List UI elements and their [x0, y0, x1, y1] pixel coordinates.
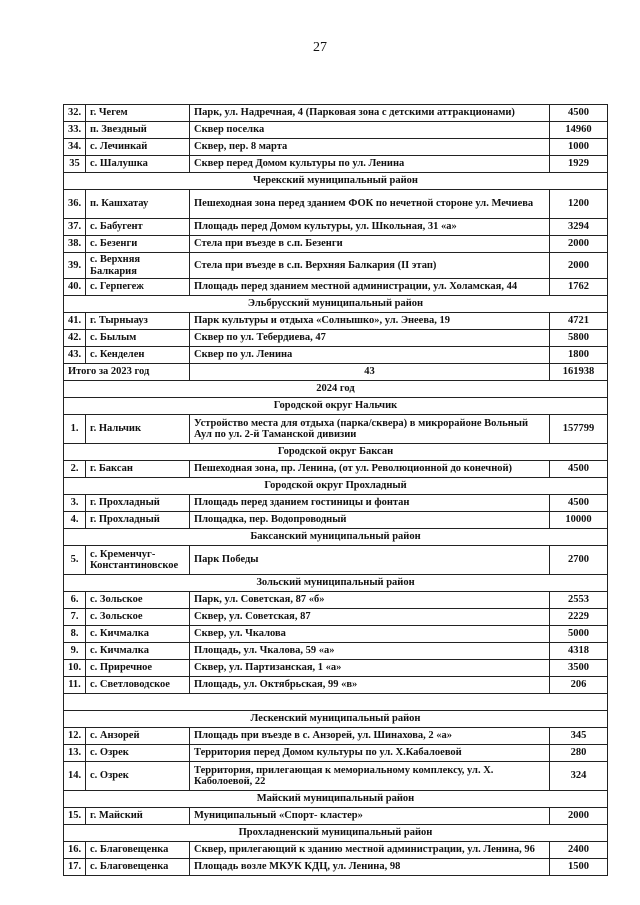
section-heading: Городской округ Баксан [64, 444, 608, 461]
settlement-cell: г. Чегем [86, 105, 190, 122]
table-row [64, 643, 608, 660]
table-row [64, 279, 608, 296]
area-cell: 3294 [550, 219, 608, 236]
area-cell: 1200 [550, 190, 608, 219]
object-cell: Площадь, ул. Чкалова, 59 «а» [190, 643, 550, 660]
settlement-cell: с. Кенделен [86, 347, 190, 364]
table-row [64, 347, 608, 364]
total-label: Итого за 2023 год [64, 364, 190, 381]
object-cell: Стела при въезде в с.п. Верхняя Балкария (II этап) [190, 253, 550, 279]
object-cell: Территория, прилегающая к мемориальному комплексу, ул. Х. Каболоевой, 22 [190, 762, 550, 791]
blank-cell [64, 694, 608, 711]
blank-row [64, 694, 608, 711]
area-cell: 3500 [550, 660, 608, 677]
area-cell: 1762 [550, 279, 608, 296]
area-cell: 324 [550, 762, 608, 791]
row-number: 32. [64, 105, 86, 122]
table-row [64, 156, 608, 173]
table-row [64, 105, 608, 122]
row-number: 16. [64, 842, 86, 859]
area-cell: 4318 [550, 643, 608, 660]
object-cell: Парк культуры и отдыха «Солнышко», ул. Энеева, 19 [190, 313, 550, 330]
settlement-cell: с. Кичмалка [86, 643, 190, 660]
settlement-cell: с. Былым [86, 330, 190, 347]
table-row [64, 842, 608, 859]
row-number: 38. [64, 236, 86, 253]
area-cell: 4721 [550, 313, 608, 330]
row-number: 6. [64, 592, 86, 609]
object-cell: Парк, ул. Советская, 87 «б» [190, 592, 550, 609]
row-number: 5. [64, 546, 86, 575]
object-cell: Сквер, ул. Чкалова [190, 626, 550, 643]
settlement-cell: г. Прохладный [86, 512, 190, 529]
object-cell: Сквер, ул. Советская, 87 [190, 609, 550, 626]
settlement-cell: с. Верхняя Балкария [86, 253, 190, 279]
area-cell: 345 [550, 728, 608, 745]
row-number: 41. [64, 313, 86, 330]
settlement-cell: с. Зольское [86, 609, 190, 626]
table-row [64, 219, 608, 236]
section-row [64, 478, 608, 495]
row-number: 35 [64, 156, 86, 173]
table-row [64, 236, 608, 253]
settlement-cell: п. Кашхатау [86, 190, 190, 219]
object-cell: Сквер по ул. Ленина [190, 347, 550, 364]
area-cell: 5800 [550, 330, 608, 347]
area-cell: 4500 [550, 105, 608, 122]
table-row [64, 592, 608, 609]
row-number: 8. [64, 626, 86, 643]
object-cell: Парк Победы [190, 546, 550, 575]
object-cell: Устройство места для отдыха (парка/сквера) в микрорайоне Вольный Аул по ул. 2-й Таманской дивизии [190, 415, 550, 444]
area-cell: 2000 [550, 253, 608, 279]
table-row [64, 859, 608, 876]
settlement-cell: п. Звездный [86, 122, 190, 139]
settlement-cell: г. Нальчик [86, 415, 190, 444]
area-cell: 1929 [550, 156, 608, 173]
section-row [64, 575, 608, 592]
table-row [64, 139, 608, 156]
row-number: 7. [64, 609, 86, 626]
table-body [64, 105, 608, 876]
object-cell: Сквер, прилегающий к зданию местной администрации, ул. Ленина, 96 [190, 842, 550, 859]
area-cell: 2700 [550, 546, 608, 575]
row-number: 9. [64, 643, 86, 660]
section-heading: Городской округ Прохладный [64, 478, 608, 495]
settlement-cell: с. Озрек [86, 745, 190, 762]
row-number: 1. [64, 415, 86, 444]
object-cell: Площадь возле МКУК КДЦ, ул. Ленина, 98 [190, 859, 550, 876]
settlement-cell: с. Приречное [86, 660, 190, 677]
object-cell: Сквер, пер. 8 марта [190, 139, 550, 156]
total-row [64, 364, 608, 381]
settlement-cell: с. Шалушка [86, 156, 190, 173]
section-heading: Майский муниципальный район [64, 791, 608, 808]
section-row [64, 296, 608, 313]
section-row [64, 444, 608, 461]
area-cell: 1000 [550, 139, 608, 156]
section-heading: Зольский муниципальный район [64, 575, 608, 592]
table-row [64, 745, 608, 762]
section-heading: Черекский муниципальный район [64, 173, 608, 190]
area-cell: 2553 [550, 592, 608, 609]
object-cell: Муниципальный «Спорт- кластер» [190, 808, 550, 825]
area-cell: 1800 [550, 347, 608, 364]
table-row [64, 660, 608, 677]
row-number: 4. [64, 512, 86, 529]
row-number: 40. [64, 279, 86, 296]
settlement-cell: с. Кременчуг-Константиновское [86, 546, 190, 575]
section-row [64, 398, 608, 415]
area-cell: 2000 [550, 236, 608, 253]
table-row [64, 626, 608, 643]
table-row [64, 415, 608, 444]
settlement-cell: с. Озрек [86, 762, 190, 791]
row-number: 43. [64, 347, 86, 364]
row-number: 17. [64, 859, 86, 876]
settlement-cell: г. Тырныауз [86, 313, 190, 330]
row-number: 13. [64, 745, 86, 762]
settlement-cell: с. Бабугент [86, 219, 190, 236]
table-row [64, 330, 608, 347]
object-cell: Пешеходная зона, пр. Ленина, (от ул. Революционной до конечной) [190, 461, 550, 478]
settlement-cell: с. Благовещенка [86, 859, 190, 876]
settlement-cell: г. Прохладный [86, 495, 190, 512]
area-cell: 4500 [550, 495, 608, 512]
table-row [64, 512, 608, 529]
row-number: 14. [64, 762, 86, 791]
section-row [64, 529, 608, 546]
total-area: 161938 [550, 364, 608, 381]
table-row [64, 495, 608, 512]
table-row [64, 728, 608, 745]
object-cell: Сквер поселка [190, 122, 550, 139]
row-number: 37. [64, 219, 86, 236]
row-number: 15. [64, 808, 86, 825]
object-cell: Площадь перед зданием гостиницы и фонтан [190, 495, 550, 512]
object-cell: Площадка, пер. Водопроводный [190, 512, 550, 529]
row-number: 2. [64, 461, 86, 478]
area-cell: 10000 [550, 512, 608, 529]
row-number: 36. [64, 190, 86, 219]
settlement-cell: с. Светловодское [86, 677, 190, 694]
object-cell: Пешеходная зона перед зданием ФОК по нечетной стороне ул. Мечиева [190, 190, 550, 219]
section-heading: Лескенский муниципальный район [64, 711, 608, 728]
object-cell: Сквер по ул. Тебердиева, 47 [190, 330, 550, 347]
settlement-cell: с. Лечинкай [86, 139, 190, 156]
section-row [64, 791, 608, 808]
table-row [64, 190, 608, 219]
area-cell: 206 [550, 677, 608, 694]
settlement-cell: с. Благовещенка [86, 842, 190, 859]
area-cell: 2400 [550, 842, 608, 859]
section-row [64, 711, 608, 728]
section-row [64, 825, 608, 842]
settlement-cell: с. Герпегеж [86, 279, 190, 296]
object-cell: Стела при въезде в с.п. Безенги [190, 236, 550, 253]
area-cell: 4500 [550, 461, 608, 478]
row-number: 34. [64, 139, 86, 156]
year-heading: 2024 год [64, 381, 608, 398]
improvement-objects-table [63, 104, 608, 876]
row-number: 11. [64, 677, 86, 694]
table-row [64, 461, 608, 478]
area-cell: 14960 [550, 122, 608, 139]
table-row [64, 546, 608, 575]
total-count: 43 [190, 364, 550, 381]
area-cell: 157799 [550, 415, 608, 444]
object-cell: Площадь перед зданием местной администрации, ул. Холамская, 44 [190, 279, 550, 296]
object-cell: Площадь перед Домом культуры, ул. Школьная, 31 «а» [190, 219, 550, 236]
section-heading: Эльбрусский муниципальный район [64, 296, 608, 313]
area-cell: 280 [550, 745, 608, 762]
area-cell: 1500 [550, 859, 608, 876]
row-number: 10. [64, 660, 86, 677]
table-row [64, 677, 608, 694]
section-row [64, 173, 608, 190]
settlement-cell: с. Зольское [86, 592, 190, 609]
table-row [64, 808, 608, 825]
section-heading: Баксанский муниципальный район [64, 529, 608, 546]
page-number: 27 [313, 40, 327, 55]
row-number: 42. [64, 330, 86, 347]
table-row [64, 122, 608, 139]
settlement-cell: с. Кичмалка [86, 626, 190, 643]
settlement-cell: г. Майский [86, 808, 190, 825]
object-cell: Площадь, ул. Октябрьская, 99 «в» [190, 677, 550, 694]
row-number: 39. [64, 253, 86, 279]
table-row [64, 609, 608, 626]
object-cell: Площадь при въезде в с. Анзорей, ул. Шинахова, 2 «а» [190, 728, 550, 745]
row-number: 33. [64, 122, 86, 139]
row-number: 3. [64, 495, 86, 512]
area-cell: 5000 [550, 626, 608, 643]
object-cell: Сквер, ул. Партизанская, 1 «а» [190, 660, 550, 677]
area-cell: 2000 [550, 808, 608, 825]
section-heading: Прохладненский муниципальный район [64, 825, 608, 842]
table-row [64, 313, 608, 330]
settlement-cell: г. Баксан [86, 461, 190, 478]
table-row [64, 253, 608, 279]
object-cell: Сквер перед Домом культуры по ул. Ленина [190, 156, 550, 173]
year-row [64, 381, 608, 398]
settlement-cell: с. Анзорей [86, 728, 190, 745]
object-cell: Территория перед Домом культуры по ул. Х.Кабалоевой [190, 745, 550, 762]
area-cell: 2229 [550, 609, 608, 626]
object-cell: Парк, ул. Надречная, 4 (Парковая зона с детскими аттракционами) [190, 105, 550, 122]
table-row [64, 762, 608, 791]
settlement-cell: с. Безенги [86, 236, 190, 253]
row-number: 12. [64, 728, 86, 745]
section-heading: Городской округ Нальчик [64, 398, 608, 415]
